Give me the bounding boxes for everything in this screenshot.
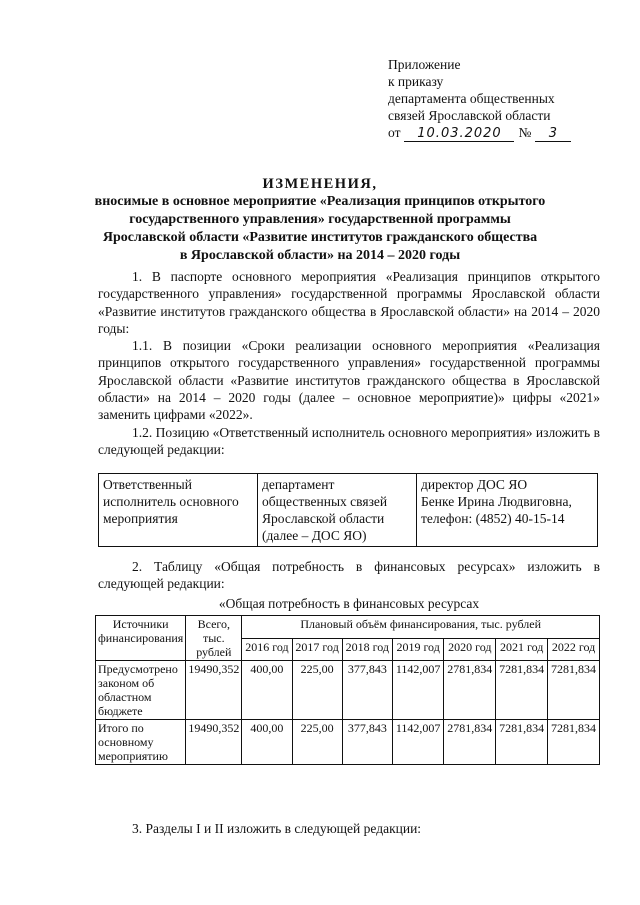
paragraph: 1.2. Позицию «Ответственный исполнитель основного мероприятия» изложить в следующей редакции:	[98, 424, 600, 457]
table-cell: Ответственный исполнитель основного мероприятия	[99, 474, 258, 547]
finance-table	[95, 615, 600, 765]
appendix-block	[388, 56, 571, 142]
director-name: Бенке Ирина Людвиговна,	[421, 494, 572, 509]
paragraph: 1.1. В позиции «Сроки реализации основного мероприятия «Реализация принципов открытого государственного управления» государственной программы Ярославской области «Развитие институтов гражданского общества в Ярославской области» на 2014 – 2020 годы (далее – основное мероприятие)» цифры «2021» заменить цифрами «2022».	[98, 338, 600, 423]
title-line: Ярославской области «Развитие институтов гражданского общества	[102, 230, 538, 245]
header-source: Источники финансирования	[96, 616, 186, 661]
row-value: 2781,834	[444, 661, 496, 720]
row-value: 400,00	[242, 720, 292, 765]
row-value: 377,843	[342, 720, 392, 765]
row-value: 2781,834	[444, 720, 496, 765]
row-value: 7281,834	[548, 661, 600, 720]
number-label: №	[518, 125, 532, 140]
title-line: в Ярославской области» на 2014 – 2020 годы	[179, 248, 461, 263]
header-year: 2019 год	[392, 638, 443, 661]
appendix-line: департамента общественных	[388, 91, 555, 106]
appendix-line: Приложение	[388, 57, 461, 72]
header-year: 2016 год	[242, 638, 292, 661]
table-header-row	[96, 616, 600, 639]
from-label: от	[388, 125, 401, 140]
row-value: 377,843	[342, 661, 392, 720]
table-row	[99, 474, 598, 547]
table-cell: департамент общественных связей Ярославской области (далее – ДОС ЯО)	[258, 474, 417, 547]
row-value: 7281,834	[548, 720, 600, 765]
header-year: 2022 год	[548, 638, 600, 661]
appendix-line: связей Ярославской области	[388, 108, 551, 123]
body-section-1	[98, 268, 600, 458]
order-date-number	[388, 124, 571, 142]
row-value: 225,00	[292, 720, 342, 765]
handwritten-date: 10.03.2020	[404, 127, 514, 142]
title-line: вносимые в основное мероприятие «Реализация принципов открытого	[94, 194, 546, 209]
header-total: Всего, тыс. рублей	[186, 616, 242, 661]
paragraph: 2. Таблицу «Общая потребность в финансовых ресурсах» изложить в следующей редакции:	[98, 559, 600, 592]
row-total: 19490,352	[186, 720, 242, 765]
row-label: Итого по основному мероприятию	[96, 720, 186, 765]
body-section-2	[98, 558, 600, 593]
row-value: 1142,007	[392, 661, 443, 720]
row-label: Предусмотрено законом об областном бюджете	[96, 661, 186, 720]
table-row	[96, 720, 600, 765]
director-phone: телефон: (4852) 40-15-14	[421, 511, 565, 526]
header-year: 2021 год	[496, 638, 548, 661]
paragraph: 1. В паспорте основного мероприятия «Реализация принципов открытого государственного управления» государственной программы Ярославской области «Развитие институтов гражданского общества в Ярославской области» на 2014 – 2020 годы:	[98, 269, 600, 336]
handwritten-number: 3	[535, 127, 571, 142]
row-value: 400,00	[242, 661, 292, 720]
row-value: 7281,834	[496, 661, 548, 720]
title-line: государственного управления» государственной программы	[129, 212, 511, 227]
document-title	[90, 175, 550, 265]
row-value: 225,00	[292, 661, 342, 720]
table-cell	[417, 474, 598, 547]
appendix-line: к приказу	[388, 74, 444, 89]
row-total: 19490,352	[186, 661, 242, 720]
header-planned: Плановый объём финансирования, тыс. рублей	[242, 616, 600, 639]
table-row	[96, 661, 600, 720]
header-year: 2018 год	[342, 638, 392, 661]
row-value: 1142,007	[392, 720, 443, 765]
paragraph: 3. Разделы I и II изложить в следующей редакции:	[132, 821, 422, 836]
finance-table-caption: «Общая потребность в финансовых ресурсах	[218, 596, 480, 611]
title-heading: ИЗМЕНЕНИЯ,	[262, 176, 378, 192]
header-year: 2017 год	[292, 638, 342, 661]
row-value: 7281,834	[496, 720, 548, 765]
header-year: 2020 год	[444, 638, 496, 661]
responsible-executor-table	[98, 473, 598, 547]
director-title: директор ДОС ЯО	[421, 477, 528, 492]
